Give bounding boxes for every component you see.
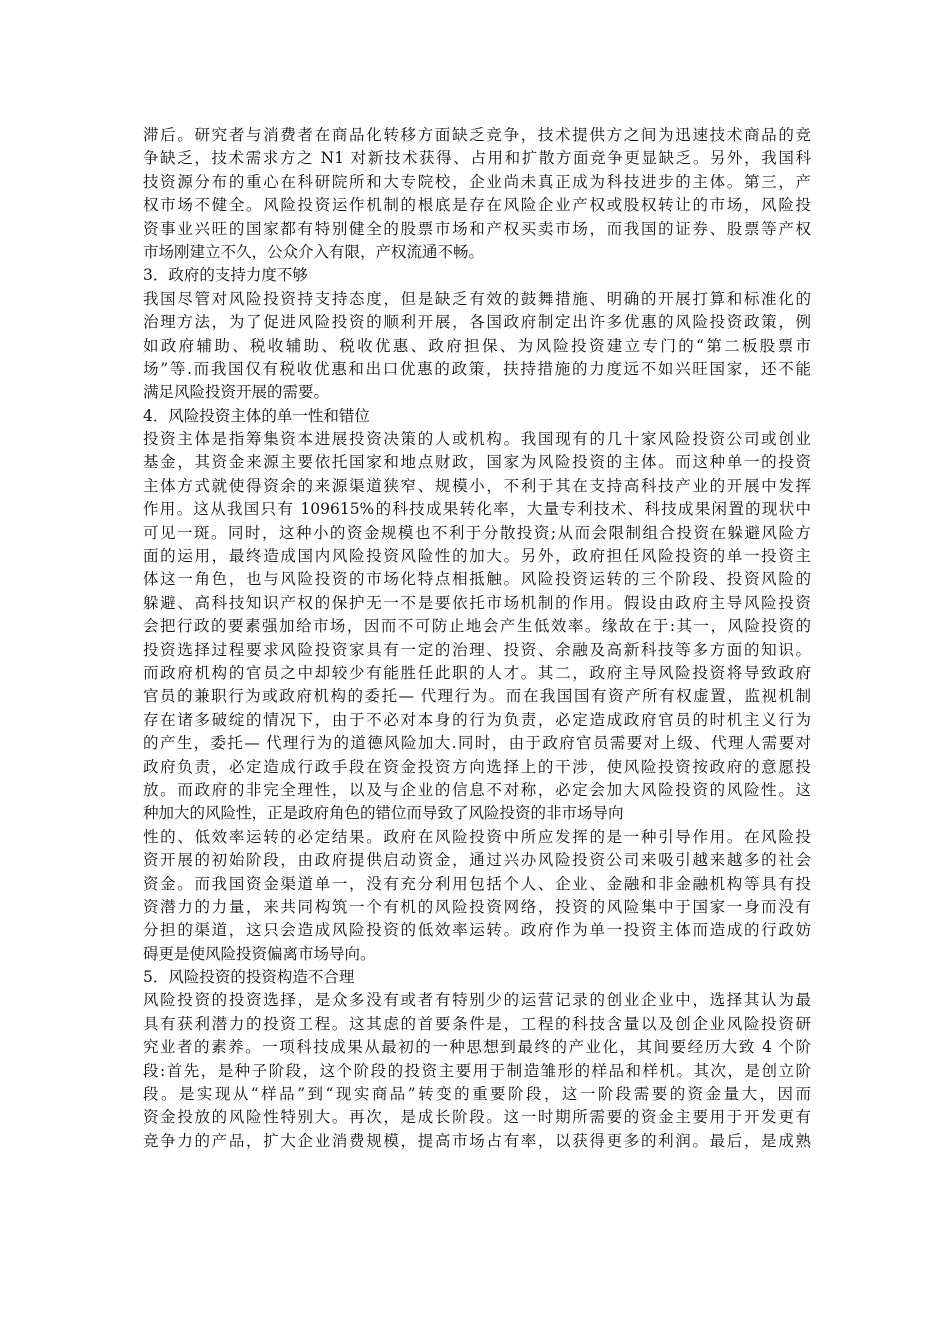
text-line: 争缺乏，技术需求方之 N1 对新技术获得、占用和扩散方面竞争更显缺乏。另外，我国科 xyxy=(143,149,811,168)
text-line: 资开展的初始阶段，由政府提供启动资金，通过兴办风险投资公司来吸引越来越多的社会 xyxy=(143,851,811,870)
text-line: 段:首先，是种子阶段，这个阶段的投资主要用于制造雏形的样品和样机。其次，是创立阶 xyxy=(143,1061,811,1080)
text-line: 官员的兼职行为或政府机构的委托— 代理行为。而在我国国有资产所有权虚置，监视机制 xyxy=(143,687,811,706)
text-line: 性的、低效率运转的必定结果。政府在风险投资中所应发挥的是一种引导作用。在风险投 xyxy=(143,827,811,846)
text-line: 躲避、高科技知识产权的保护无一不是要依托市场机制的作用。假设由政府主导风险投资 xyxy=(143,593,811,612)
text-line: 投资选择过程要求风险投资家具有一定的治理、投资、余融及高新科技等多方面的知识。 xyxy=(143,640,811,659)
text-line: 我国尽管对风险投资持支持态度，但是缺乏有效的鼓舞措施、明确的开展打算和标准化的 xyxy=(143,289,811,308)
text-line: 政府负责，必定造成行政手段在资金投资方向选择上的干涉，使风险投资按政府的意愿投 xyxy=(143,757,811,776)
text-line: 究业者的素养。一项科技成果从最初的一种思想到最终的产业化，其间要经历大致 4 个阶 xyxy=(143,1038,811,1057)
text-line: 存在诸多破绽的情况下，由于不必对本身的行为负责，必定造成政府官员的时机主义行为 xyxy=(143,710,811,729)
text-line: 面的运用，最终造成国内风险投资风险性的加大。另外，政府担任风险投资的单一投资主 xyxy=(143,547,811,566)
text-line: 资金投放的风险性特别大。再次，是成长阶段。这一时期所需要的资金主要用于开发更有 xyxy=(143,1108,811,1127)
text-line: 会把行政的要素强加给市场，因而不可防止地会产生低效率。缘故在于:其一，风险投资的 xyxy=(143,617,811,636)
text-line: 体这一角色，也与风险投资的市场化特点相抵触。风险投资运转的三个阶段、投资风险的 xyxy=(143,570,811,589)
text-line xyxy=(143,1153,811,1176)
text-line: 而政府机构的官员之中却较少有能胜任此职的人才。其二，政府主导风险投资将导致政府 xyxy=(143,663,811,682)
text-line: 满足风险投资开展的需要。 xyxy=(143,383,330,402)
text-line: 滞后。研究者与消费者在商品化转移方面缺乏竞争，技术提供方之间为迅速技术商品的竞 xyxy=(143,126,811,144)
text-line: 技资源分布的重心在科研院所和大专院校，企业尚未真正成为科技进步的主体。第三，产 xyxy=(143,172,811,191)
text-line: 作用。这从我国只有 109615%的科技成果转化率，大量专利技术、科技成果闲置的现状中 xyxy=(143,500,811,519)
text-line: 分担的渠道，这只会造成风险投资的低效率运转。政府作为单一投资主体而造成的行政妨 xyxy=(143,921,811,940)
text-line: 资金。而我国资金渠道单一，没有充分利用包括个人、企业、金融和非金融机构等具有投 xyxy=(143,874,811,893)
text-line: 如政府辅助、税收辅助、税收优惠、政府担保、为风险投资建立专门的“第二板股票市 xyxy=(143,336,811,355)
text-line: 权市场不健全。风险投资运作机制的根底是存在风险企业产权或股权转让的市场，风险投 xyxy=(143,196,811,215)
text-line: 主体方式就使得资余的来源渠道狭窄、规模小，不利于其在支持高科技产业的开展中发挥 xyxy=(143,476,811,495)
text-line: 市场刚建立不久，公众介入有限，产权流通不畅。 xyxy=(143,242,485,261)
document-body xyxy=(143,124,811,1177)
text-line: 风险投资的投资选择，是众多没有或者有特别少的运营记录的创业企业中，选择其认为最 xyxy=(143,991,811,1010)
section-heading: 4．风险投资主体的单一性和错位 xyxy=(143,406,370,425)
text-line: 竞争力的产品，扩大企业消费规模，提高市场占有率，以获得更多的利润。最后，是成熟 xyxy=(143,1131,811,1150)
text-line: 治理方法，为了促进风险投资的顺利开展，各国政府制定出许多优惠的风险投资政策，例 xyxy=(143,313,811,332)
text-line: 种加大的风险性，正是政府角色的错位而导致了风险投资的非市场导向 xyxy=(143,804,624,823)
text-line: 碍更是使风险投资偏离市场导向。 xyxy=(143,944,376,963)
text-line: 的产生，委托— 代理行为的道德风险加大.同时，由于政府官员需要对上级、代理人需要对 xyxy=(143,734,811,753)
text-line: 段。是实现从“样品”到“现实商品”转变的重要阶段，这一阶段需要的资金量大，因而 xyxy=(143,1085,811,1104)
text-line: 资事业兴旺的国家都有特别健全的股票市场和产权买卖市场，而我国的证券、股票等产权 xyxy=(143,219,811,238)
text-line: 场”等.而我国仅有税收优惠和出口优惠的政策，扶持措施的力度远不如兴旺国家，还不能 xyxy=(143,359,811,378)
text-line: 具有获利潜力的投资工程。这其虑的首要条件是，工程的科技含量以及创企业风险投资研 xyxy=(143,1014,811,1033)
text-line: 放。而政府的非完全理性，以及与企业的信息不对称，必定会加大风险投资的风险性。这 xyxy=(143,780,811,799)
section-heading: 3．政府的支持力度不够 xyxy=(143,266,308,285)
section-heading: 5．风险投资的投资构造不合理 xyxy=(143,968,355,987)
text-line: 可见一斑。同时，这种小的资金规模也不利于分散投资;从而会限制组合投资在躲避风险方 xyxy=(143,523,811,542)
text-line: 基金，其资金来源主要依托国家和地点财政，国家为风险投资的主体。而这种单一的投资 xyxy=(143,453,811,472)
text-line: 资潜力的力量，来共同构筑一个有机的风险投资网络，投资的风险集中于国家一身而没有 xyxy=(143,897,811,916)
text-line: 投资主体是指筹集资本进展投资决策的人或机构。我国现有的几十家风险投资公司或创业 xyxy=(143,430,811,449)
